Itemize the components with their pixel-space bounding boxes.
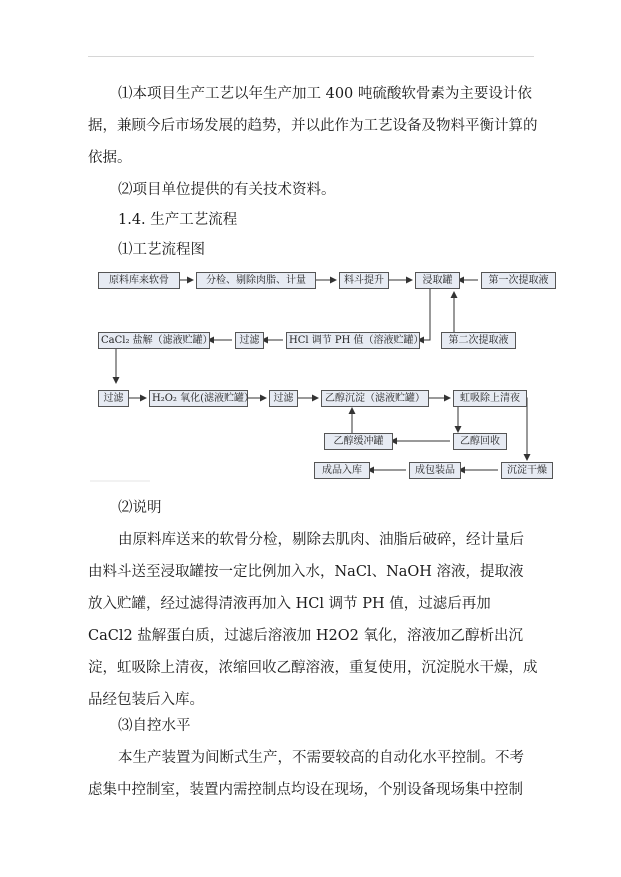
flow-box-filter-1: 过滤 (235, 332, 264, 349)
flow-box-second-extract: 第二次提取液 (441, 332, 516, 349)
subheading-automation: ⑶自控水平 (118, 718, 191, 734)
flow-box-cacl2: CaCl₂ 盐解（滤液贮罐） (98, 332, 210, 349)
flow-box-h2o2: H₂O₂ 氧化(滤液贮罐） (149, 390, 248, 407)
paragraph-design-basis: ⑴本项目生产工艺以年生产加工 400 吨硫酸软骨素为主要设计依据，兼顾今后市场发展的趋势，并以此作为工艺设备及物料平衡计算的依据。 (88, 86, 538, 166)
flow-box-hopper: 料斗提升 (339, 272, 389, 289)
flow-box-ethanol-buffer: 乙醇缓冲罐 (324, 433, 393, 450)
paragraph-technical-data: ⑵项目单位提供的有关技术资料。 (118, 182, 336, 198)
paragraph-process-description: 由原料库送来的软骨分检，剔除去肌肉、油脂后破碎，经计量后由料斗送至浸取罐按一定比例加入水，NaCl、NaOH 溶液，提取液放入贮罐，经过滤得清液再加入 HCl 调节 PH 值，过滤后再加 CaCl2 盐解蛋白质，过滤后溶液加 H2O2 氧化，溶液加乙醇析出沉淀，虹吸除上清夜，浓缩回收乙醇溶液，重复使用，沉淀脱水干燥，成品经包装后入库。 (88, 532, 538, 708)
flow-box-drying: 沉淀干燥 (501, 462, 553, 479)
flow-box-hcl: HCl 调节 PH 值（溶液贮罐） (286, 332, 420, 349)
flow-box-filter-3: 过滤 (269, 390, 298, 407)
flow-box-filter-2: 过滤 (98, 390, 129, 407)
paragraph-automation: 本生产装置为间断式生产，不需要较高的自动化水平控制。不考虑集中控制室，装置内需控制点均设在现场，个别设备现场集中控制 (88, 750, 524, 798)
subheading-description: ⑵说明 (118, 500, 162, 516)
flow-box-leach-tank: 浸取罐 (415, 272, 460, 289)
section-heading: 1.4. 生产工艺流程 (118, 212, 238, 228)
flow-box-sorting: 分检、剔除肉脂、计量 (196, 272, 316, 289)
flow-box-ethanol-recovery: 乙醇回收 (453, 433, 507, 450)
flow-box-ethanol-precip: 乙醇沉淀（滤液贮罐） (321, 390, 429, 407)
subheading-flowchart: ⑴工艺流程图 (118, 242, 205, 258)
flow-box-siphon: 虹吸除上清夜 (453, 390, 527, 407)
flow-box-raw-material: 原料库来软骨 (98, 272, 180, 289)
flow-box-first-extract: 第一次提取液 (481, 272, 556, 289)
flow-box-product-storage: 成品入库 (314, 462, 370, 479)
arrow-siphon-to-dry (525, 398, 527, 460)
flow-box-packaging: 成包装品 (409, 462, 461, 479)
